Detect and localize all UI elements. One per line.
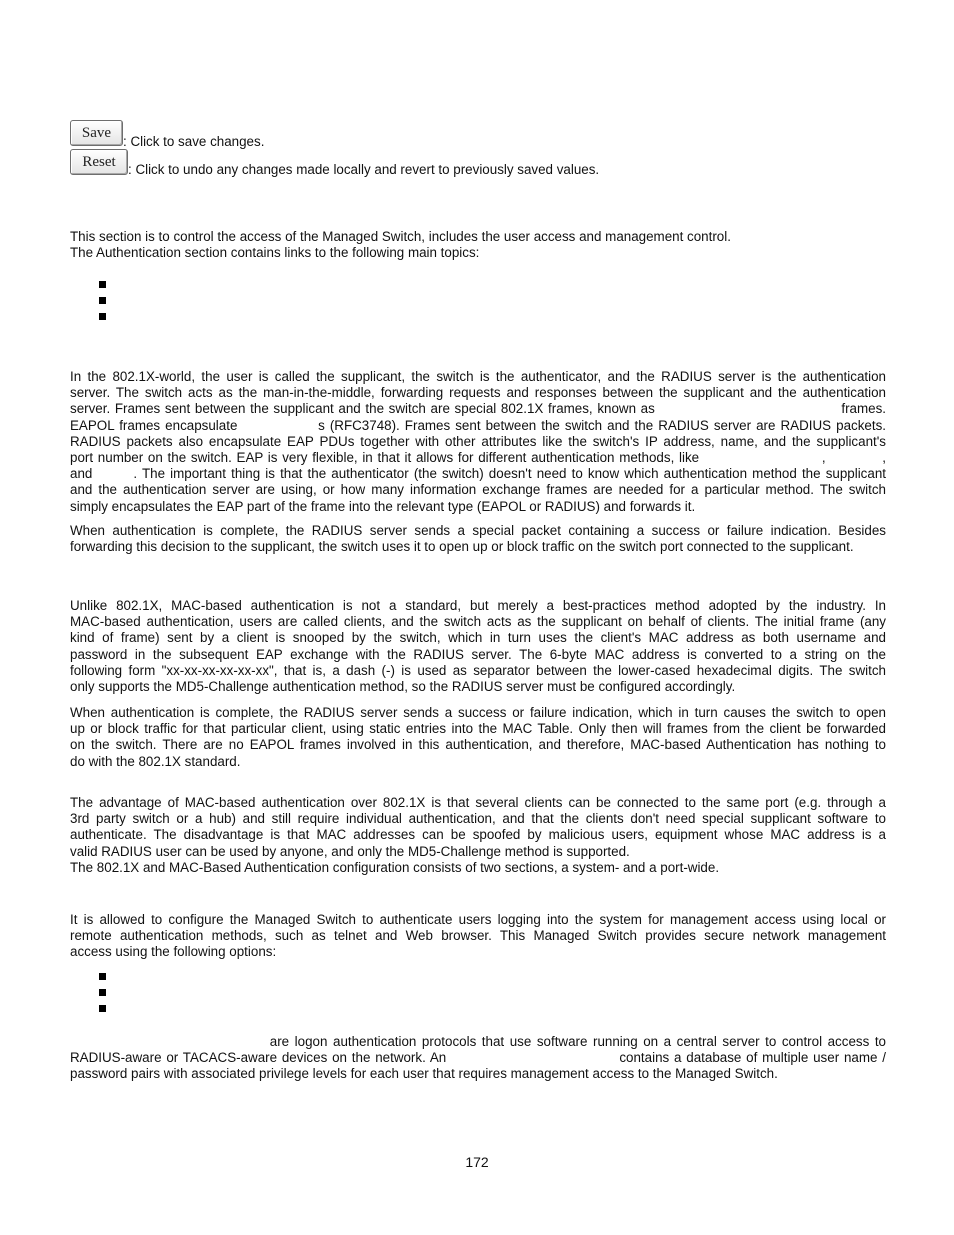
text-line: authenticate. The disadvantage is that MAC addresses can be spoofed by malicious users, equipment whose MAC address is a bbox=[70, 827, 886, 843]
text-line: RADIUS packets also encapsulate EAP PDUs together with other attributes like the switch's IP address, name, and the supplicant's bbox=[70, 433, 886, 449]
text-line: simply encapsulates the EAP part of the frame into the relevant type (EAPOL or RADIUS) and forwards it. bbox=[70, 498, 696, 514]
text-line: remote authentication methods, such as telnet and Web browser. This Managed Switch provides secure network management bbox=[70, 928, 886, 944]
page-number: 172 bbox=[465, 1154, 489, 1170]
text-line: on the switch. There are no EAPOL frames involved in this authentication, and therefore, MAC-based Authentication has nothing to bbox=[70, 737, 886, 753]
save-button-description: : Click to save changes. bbox=[123, 134, 265, 149]
text-line: port number on the switch. EAP is very flexible, in that it allows for different authentication methods, like , , bbox=[70, 450, 886, 466]
intro-paragraph bbox=[70, 229, 886, 261]
text-line: password pairs with associated privilege levels for each user that requires management access to the Managed Switch. bbox=[70, 1066, 778, 1082]
save-button[interactable]: Save bbox=[70, 120, 123, 146]
text-line: The 802.1X and MAC-Based Authentication configuration consists of two sections, a system- and a port-wide. bbox=[70, 859, 720, 875]
text-line: and the authentication server are using, or how many information exchange frames are needed for a particular method. The switch bbox=[70, 482, 886, 498]
text-line: access using the following options: bbox=[70, 944, 277, 960]
topic-bullet bbox=[99, 281, 106, 288]
text-line: In the 802.1X-world, the user is called the supplicant, the switch is the authenticator, and the RADIUS server is the authentication bbox=[70, 369, 886, 384]
reset-button-description: : Click to undo any changes made locally and revert to previously saved values. bbox=[128, 162, 600, 177]
text-line: forwarding this decision to the supplicant, the switch uses it to open up or block traffic on the switch port connected to the supplicant. bbox=[70, 539, 854, 555]
mgmt-paragraph-1 bbox=[70, 912, 886, 961]
option-bullet bbox=[99, 973, 106, 980]
text-line: 3rd party switch or a hub) and still require individual authentication, and that the clients don't need special supplicant software to bbox=[70, 811, 886, 827]
text-line: The advantage of MAC-based authentication over 802.1X is that several clients can be connected to the same port (e.g. through a bbox=[70, 795, 886, 810]
option-bullet bbox=[99, 1005, 106, 1012]
text-line: are logon authentication protocols that use software running on a central server to control access to bbox=[70, 1034, 886, 1049]
text-line: Unlike 802.1X, MAC-based authentication is not a standard, but merely a best-practices method adopted by the industry. In bbox=[70, 598, 886, 613]
intro-line: The Authentication section contains links to the following main topics: bbox=[70, 245, 480, 261]
text-line: When authentication is complete, the RADIUS server sends a success or failure indication, which in turn causes the switch to open bbox=[70, 705, 886, 720]
text-line: When authentication is complete, the RADIUS server sends a special packet containing a success or failure indication. Besides bbox=[70, 523, 886, 538]
text-line: kind of frame) sent by a client is snooped by the switch, which in turn uses the client's MAC address as both username and bbox=[70, 630, 886, 646]
text-line: RADIUS-aware or TACACS-aware devices on the network. An contains a database of multiple user name / bbox=[70, 1050, 886, 1066]
text-line: up or block traffic for that particular client, using static entries into the MAC Table. Only then will frames from the client be forwarded bbox=[70, 721, 886, 737]
text-line: and . The important thing is that the authenticator (the switch) doesn't need to know which authentication method the supplicant bbox=[70, 466, 886, 482]
mgmt-paragraph-2 bbox=[70, 1034, 886, 1083]
text-line: password in the subsequent EAP exchange with the RADIUS server. The 6-byte MAC address is converted to a string on the bbox=[70, 646, 886, 662]
mac-paragraph-2 bbox=[70, 705, 886, 770]
text-line: only supports the MD5-Challenge authentication method, so the RADIUS server must be configured accordingly. bbox=[70, 679, 736, 695]
dot1x-paragraph-1 bbox=[70, 369, 886, 515]
text-line: MAC-based authentication, users are called clients, and the switch acts as the supplicant on behalf of clients. The initial frame (any bbox=[70, 614, 886, 630]
text-line: EAPOL frames encapsulate s (RFC3748). Frames sent between the switch and the RADIUS server are RADIUS packets. bbox=[70, 417, 886, 433]
text-line: do with the 802.1X standard. bbox=[70, 753, 241, 769]
dot1x-paragraph-2 bbox=[70, 523, 886, 555]
text-line: valid RADIUS user can be used by anyone, and only the MD5-Challenge method is supported. bbox=[70, 843, 630, 859]
option-bullet bbox=[99, 989, 106, 996]
text-line: It is allowed to configure the Managed Switch to authenticate users logging into the system for management access using local or bbox=[70, 912, 886, 927]
mac-paragraph-3 bbox=[70, 795, 886, 876]
text-line: server. The switch acts as the man-in-the-middle, forwarding requests and responses between the supplicant and the authentication bbox=[70, 385, 886, 401]
text-line: following form "xx-xx-xx-xx-xx-xx", that is, a dash (-) is used as separator between the lower-cased hexadecimal digits. The switch bbox=[70, 662, 886, 678]
mac-paragraph-1 bbox=[70, 598, 886, 695]
intro-line: This section is to control the access of the Managed Switch, includes the user access and management control. bbox=[70, 229, 731, 244]
text-line: server. Frames sent between the supplicant and the switch are special 802.1X frames, known as frames. bbox=[70, 401, 886, 417]
topic-bullet bbox=[99, 313, 106, 320]
topic-bullet bbox=[99, 297, 106, 304]
reset-button[interactable]: Reset bbox=[70, 149, 128, 175]
